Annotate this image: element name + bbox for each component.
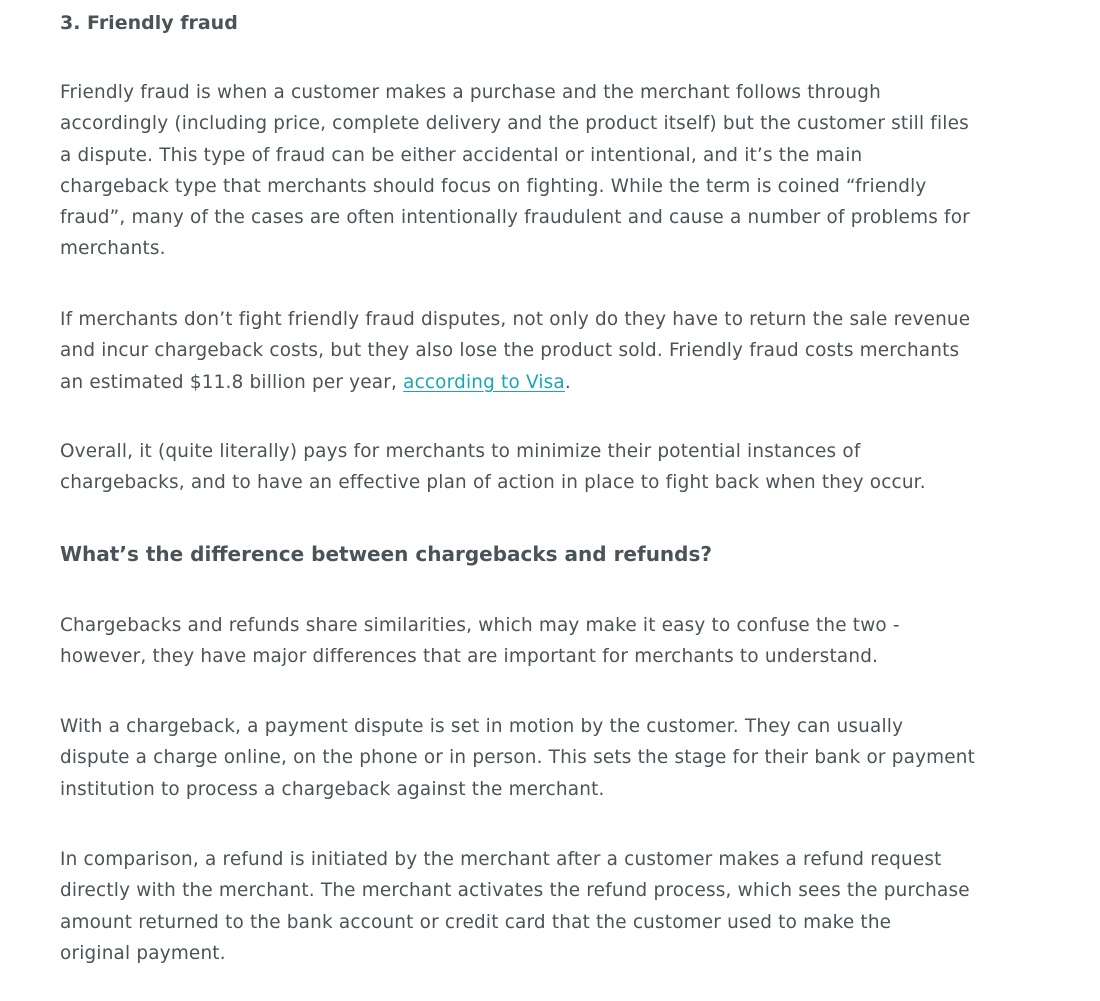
- text-line: [60, 367, 1020, 398]
- paragraph-friendly-fraud-costs: [60, 304, 1020, 398]
- text-line: merchants.: [60, 238, 166, 260]
- text-line: chargeback type that merchants should focus on fighting. While the term is coined “friendly: [60, 175, 927, 197]
- text-line: and incur chargeback costs, but they also lose the product sold. Friendly fraud costs merchants: [60, 340, 960, 362]
- paragraph-similarities: [60, 610, 1020, 673]
- text-line: fraud”, many of the cases are often intentionally fraudulent and cause a number of problems for: [60, 207, 970, 229]
- text-line: In comparison, a refund is initiated by the merchant after a customer makes a refund request: [60, 849, 942, 870]
- text-line: institution to process a chargeback against the merchant.: [60, 778, 605, 800]
- paragraph-refund-process: [60, 844, 1020, 969]
- text-line: accordingly (including price, complete delivery and the product itself) but the customer still files: [60, 113, 969, 135]
- text-fragment: .: [564, 371, 571, 393]
- text-line: directly with the merchant. The merchant activates the refund process, which sees the purchase: [60, 880, 970, 902]
- text-line: If merchants don’t fight friendly fraud disputes, not only do they have to return the sale revenue: [60, 309, 971, 330]
- text-line: With a chargeback, a payment dispute is set in motion by the customer. They can usually: [60, 716, 904, 737]
- section-heading-chargebacks-vs-refunds: What’s the difference between chargebacks and refunds?: [60, 542, 712, 566]
- text-line: a dispute. This type of fraud can be either accidental or intentional, and it’s the main: [60, 144, 863, 166]
- text-line: chargebacks, and to have an effective plan of action in place to fight back when they occur.: [60, 472, 926, 494]
- text-line: amount returned to the bank account or credit card that the customer used to make the: [60, 911, 892, 933]
- text-line: Overall, it (quite literally) pays for merchants to minimize their potential instances of: [60, 441, 861, 462]
- paragraph-chargeback-process: [60, 711, 1020, 805]
- text-line: Friendly fraud is when a customer makes a purchase and the merchant follows through: [60, 82, 881, 103]
- section-heading-friendly-fraud: 3. Friendly fraud: [60, 12, 238, 34]
- text-line: original payment.: [60, 942, 226, 964]
- text-line: Chargebacks and refunds share similarities, which may make it easy to confuse the two -: [60, 615, 900, 636]
- text-fragment: an estimated $11.8 billion per year,: [60, 371, 404, 393]
- according-to-visa-link[interactable]: according to Visa: [403, 371, 565, 393]
- paragraph-friendly-fraud-definition: [60, 77, 1020, 265]
- text-line: however, they have major differences that are important for merchants to understand.: [60, 646, 879, 668]
- paragraph-overall: [60, 436, 1020, 499]
- text-line: dispute a charge online, on the phone or in person. This sets the stage for their bank or payment: [60, 747, 976, 769]
